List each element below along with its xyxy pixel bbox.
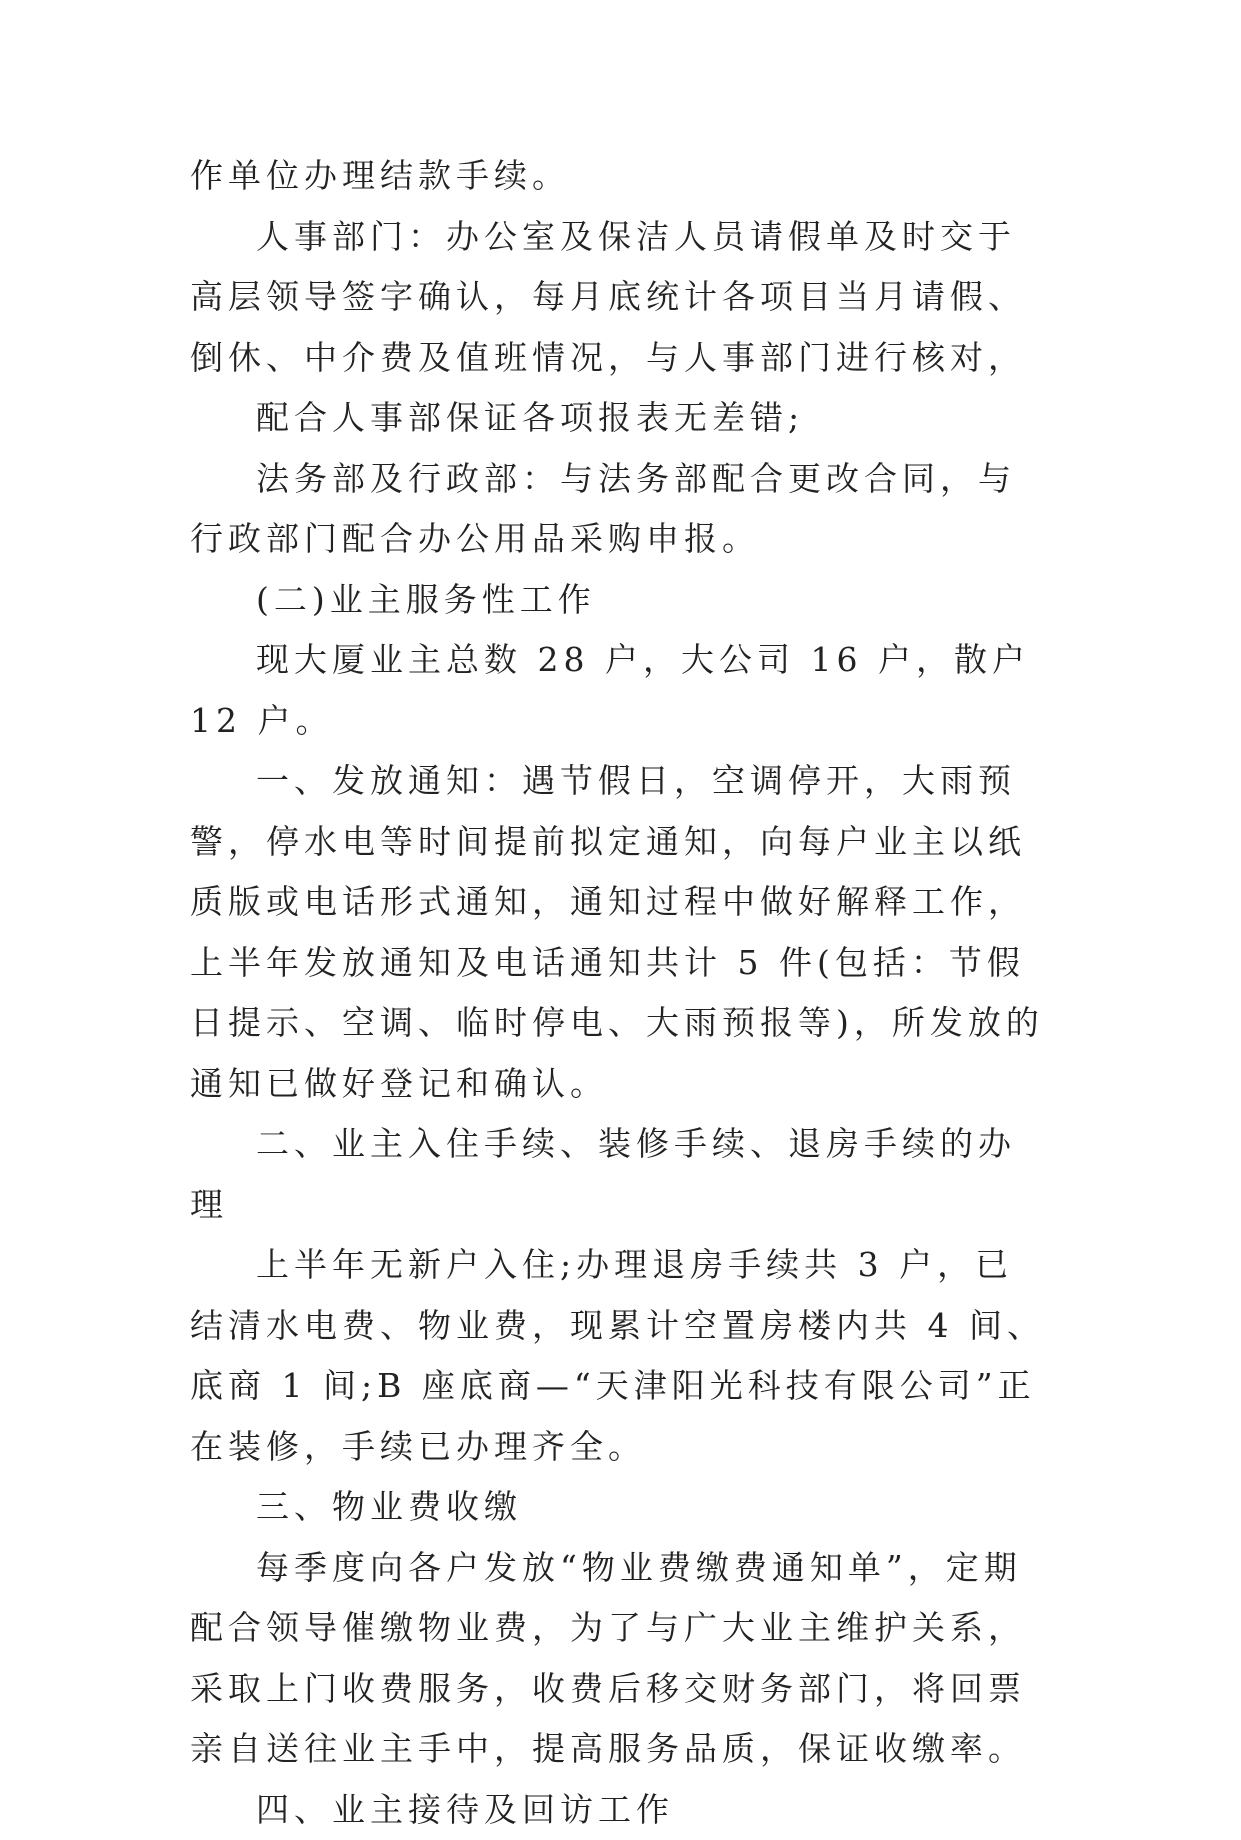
paragraph: 现大厦业主总数 28 户，大公司 16 户，散户 12 户。 [190,630,1050,751]
section-heading: 二、业主入住手续、装修手续、退房手续的办理 [190,1114,1050,1235]
section-heading: 三、物业费收缴 [190,1477,1050,1538]
section-heading: 四、业主接待及回访工作 [190,1780,1050,1840]
paragraph: 每季度向各户发放“物业费缴费通知单”，定期配合领导催缴物业费，为了与广大业主维护关系，采取上门收费服务，收费后移交财务部门，将回票亲自送往业主手中，提高服务品质，保证收缴率。 [190,1538,1050,1780]
document-body [190,146,1050,1840]
paragraph: 作单位办理结款手续。 [190,146,1050,207]
paragraph: 人事部门：办公室及保洁人员请假单及时交于高层领导签字确认，每月底统计各项目当月请假、倒休、中介费及值班情况，与人事部门进行核对， [190,207,1050,389]
section-heading: (二)业主服务性工作 [190,570,1050,631]
paragraph: 上半年无新户入住;办理退房手续共 3 户，已结清水电费、物业费，现累计空置房楼内共 4 间、底商 1 间;B 座底商—“天津阳光科技有限公司”正在装修，手续已办理齐全。 [190,1235,1050,1477]
paragraph: 配合人事部保证各项报表无差错; [190,388,1050,449]
paragraph: 法务部及行政部：与法务部配合更改合同，与行政部门配合办公用品采购申报。 [190,449,1050,570]
paragraph: 一、发放通知：遇节假日，空调停开，大雨预警，停水电等时间提前拟定通知，向每户业主以纸质版或电话形式通知，通知过程中做好解释工作，上半年发放通知及电话通知共计 5 件(包括：节假日提示、空调、临时停电、大雨预报等)，所发放的通知已做好登记和确认。 [190,751,1050,1114]
